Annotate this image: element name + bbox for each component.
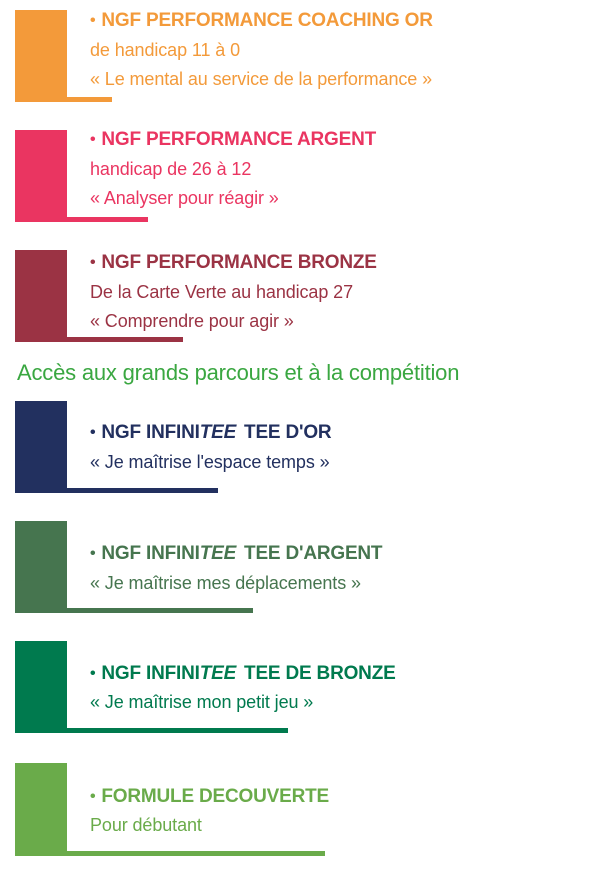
program-title: • NGF INFINITEE TEE D'OR [90,422,332,443]
program-motto: « Analyser pour réagir » [90,188,279,208]
program-title: • NGF INFINITEE TEE D'ARGENT [90,543,383,564]
program-level: De la Carte Verte au handicap 27 [90,282,353,302]
tee-italic: TEE [199,543,237,564]
bullet: • [90,545,96,562]
underline [15,608,253,613]
underline [15,488,218,493]
color-block [15,250,67,342]
program-motto: « Comprendre pour agir » [90,311,294,331]
program-title: • NGF INFINITEE TEE DE BRONZE [90,663,396,684]
color-block [15,401,67,493]
color-block [15,521,67,613]
program-motto: « Je maîtrise mon petit jeu » [90,692,314,712]
color-block [15,763,67,856]
bullet: • [90,131,96,148]
bullet: • [90,424,96,441]
program-title: • NGF PERFORMANCE COACHING OR [90,10,433,31]
color-block [15,130,67,222]
program-title: • NGF PERFORMANCE BRONZE [90,252,377,273]
program-title: • FORMULE DECOUVERTE [90,786,329,807]
program-title: • NGF PERFORMANCE ARGENT [90,129,377,150]
underline [15,728,288,733]
bullet: • [90,788,96,805]
program-motto: « Je maîtrise l'espace temps » [90,452,330,472]
tee-italic: TEE [199,422,237,443]
bullet: • [90,665,96,682]
underline [15,217,148,222]
program-motto: « Je maîtrise mes déplacements » [90,573,361,593]
underline [15,337,183,342]
color-block [15,641,67,733]
underline [15,851,325,856]
program-motto: « Le mental au service de la performance » [90,69,432,89]
section-heading: Accès aux grands parcours et à la compétition [17,360,460,385]
bullet: • [90,12,96,29]
program-audience: Pour débutant [90,815,202,835]
program-level: handicap de 26 à 12 [90,159,252,179]
bullet: • [90,254,96,271]
program-level: de handicap 11 à 0 [90,40,240,60]
tee-italic: TEE [199,663,237,684]
color-block [15,10,67,102]
underline [15,97,112,102]
